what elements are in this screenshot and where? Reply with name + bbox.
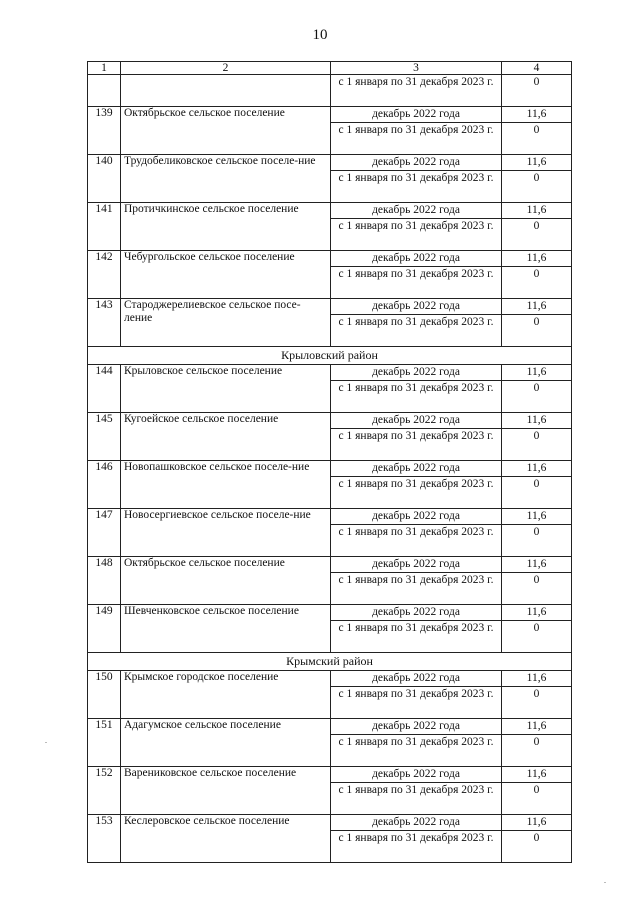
settlement-name: Чебургольское сельское поселение [121, 251, 331, 299]
settlement-name: Новосергиевское сельское поселе-ние [121, 509, 331, 557]
value-cell: 11,6 [502, 299, 572, 315]
period-cell: декабрь 2022 года [331, 251, 502, 267]
row-number: 139 [88, 107, 121, 155]
value-cell: 11,6 [502, 557, 572, 573]
value-cell: 11,6 [502, 107, 572, 123]
value-cell: 11,6 [502, 767, 572, 783]
period-cell: декабрь 2022 года [331, 299, 502, 315]
period-cell: декабрь 2022 года [331, 413, 502, 429]
settlement-name: Протичкинское сельское поселение [121, 203, 331, 251]
row-number: 149 [88, 605, 121, 653]
column-header: 2 [121, 62, 331, 75]
period-cell: декабрь 2022 года [331, 461, 502, 477]
value-cell: 11,6 [502, 461, 572, 477]
settlement-name: Кеслеровское сельское поселение [121, 815, 331, 863]
value-cell: 0 [502, 267, 572, 299]
value-cell: 11,6 [502, 203, 572, 219]
value-cell: 0 [502, 315, 572, 347]
value-cell: 11,6 [502, 671, 572, 687]
value-cell: 11,6 [502, 365, 572, 381]
settlement-name: Староджерелиевское сельское посе-ление [121, 299, 331, 347]
period-cell: с 1 января по 31 декабря 2023 г. [331, 381, 502, 413]
row-number: 140 [88, 155, 121, 203]
table-row [88, 461, 572, 477]
row-number: 152 [88, 767, 121, 815]
period-cell: декабрь 2022 года [331, 767, 502, 783]
table-row [88, 671, 572, 687]
row-number: 150 [88, 671, 121, 719]
column-header-row [88, 62, 572, 75]
settlement-name: Адагумское сельское поселение [121, 719, 331, 767]
row-number: 143 [88, 299, 121, 347]
period-cell: с 1 января по 31 декабря 2023 г. [331, 573, 502, 605]
row-number: 146 [88, 461, 121, 509]
district-title: Крымский район [88, 653, 572, 671]
period-cell: декабрь 2022 года [331, 557, 502, 573]
period-cell: с 1 января по 31 декабря 2023 г. [331, 735, 502, 767]
period-cell: декабрь 2022 года [331, 365, 502, 381]
period-cell: с 1 января по 31 декабря 2023 г. [331, 171, 502, 203]
settlement-name: Октябрьское сельское поселение [121, 557, 331, 605]
settlement-name: Шевченковское сельское поселение [121, 605, 331, 653]
value-cell: 0 [502, 219, 572, 251]
table-row [88, 509, 572, 525]
value-cell: 0 [502, 831, 572, 863]
name-cell [121, 75, 331, 107]
table-row [88, 155, 572, 171]
row-number: 144 [88, 365, 121, 413]
table-row [88, 299, 572, 315]
period-cell: декабрь 2022 года [331, 107, 502, 123]
value-cell: 11,6 [502, 605, 572, 621]
table-row [88, 719, 572, 735]
settlement-name: Октябрьское сельское поселение [121, 107, 331, 155]
period-cell: с 1 января по 31 декабря 2023 г. [331, 525, 502, 557]
period-cell: декабрь 2022 года [331, 671, 502, 687]
period-cell: с 1 января по 31 декабря 2023 г. [331, 477, 502, 509]
value-cell: 0 [502, 621, 572, 653]
settlement-name: Кугоейское сельское поселение [121, 413, 331, 461]
value-cell: 0 [502, 381, 572, 413]
value-cell: 11,6 [502, 719, 572, 735]
settlements-table [87, 61, 572, 863]
value-cell: 0 [502, 687, 572, 719]
table-row [88, 557, 572, 573]
column-header: 3 [331, 62, 502, 75]
settlement-name: Трудобеликовское сельское поселе-ние [121, 155, 331, 203]
settlement-name: Новопашковское сельское поселе-ние [121, 461, 331, 509]
value-cell: 11,6 [502, 251, 572, 267]
value-cell: 0 [502, 75, 572, 107]
period-cell: с 1 января по 31 декабря 2023 г. [331, 219, 502, 251]
period-cell: с 1 января по 31 декабря 2023 г. [331, 267, 502, 299]
period-cell: с 1 января по 31 декабря 2023 г. [331, 831, 502, 863]
district-header-row [88, 653, 572, 671]
period-cell: с 1 января по 31 декабря 2023 г. [331, 621, 502, 653]
period-cell: с 1 января по 31 декабря 2023 г. [331, 687, 502, 719]
row-number: 141 [88, 203, 121, 251]
value-cell: 11,6 [502, 155, 572, 171]
period-cell: декабрь 2022 года [331, 155, 502, 171]
period-cell: декабрь 2022 года [331, 719, 502, 735]
period-cell: с 1 января по 31 декабря 2023 г. [331, 783, 502, 815]
period-cell: декабрь 2022 года [331, 605, 502, 621]
row-number: 147 [88, 509, 121, 557]
table-row [88, 203, 572, 219]
period-cell: с 1 января по 31 декабря 2023 г. [331, 429, 502, 461]
district-title: Крыловский район [88, 347, 572, 365]
table-row [88, 605, 572, 621]
table-row [88, 767, 572, 783]
table-row [88, 107, 572, 123]
scan-mark [45, 742, 47, 743]
row-number-cell [88, 75, 121, 107]
value-cell: 0 [502, 525, 572, 557]
value-cell: 0 [502, 171, 572, 203]
period-cell: с 1 января по 31 декабря 2023 г. [331, 75, 502, 107]
period-cell: декабрь 2022 года [331, 815, 502, 831]
period-cell: декабрь 2022 года [331, 509, 502, 525]
page-number: 10 [312, 27, 328, 43]
value-cell: 0 [502, 477, 572, 509]
settlement-name: Варениковское сельское поселение [121, 767, 331, 815]
value-cell: 11,6 [502, 413, 572, 429]
value-cell: 0 [502, 783, 572, 815]
scan-mark [604, 882, 606, 883]
table-row [88, 251, 572, 267]
value-cell: 0 [502, 735, 572, 767]
period-cell: с 1 января по 31 декабря 2023 г. [331, 123, 502, 155]
row-number: 142 [88, 251, 121, 299]
row-number: 151 [88, 719, 121, 767]
value-cell: 0 [502, 429, 572, 461]
value-cell: 11,6 [502, 815, 572, 831]
value-cell: 0 [502, 573, 572, 605]
column-header: 1 [88, 62, 121, 75]
table-row [88, 365, 572, 381]
value-cell: 0 [502, 123, 572, 155]
column-header: 4 [502, 62, 572, 75]
table-row [88, 413, 572, 429]
district-header-row [88, 347, 572, 365]
row-number: 145 [88, 413, 121, 461]
value-cell: 11,6 [502, 509, 572, 525]
continuation-row [88, 75, 572, 107]
table-row [88, 815, 572, 831]
settlement-name: Крыловское сельское поселение [121, 365, 331, 413]
row-number: 153 [88, 815, 121, 863]
settlement-name: Крымское городское поселение [121, 671, 331, 719]
row-number: 148 [88, 557, 121, 605]
period-cell: с 1 января по 31 декабря 2023 г. [331, 315, 502, 347]
period-cell: декабрь 2022 года [331, 203, 502, 219]
